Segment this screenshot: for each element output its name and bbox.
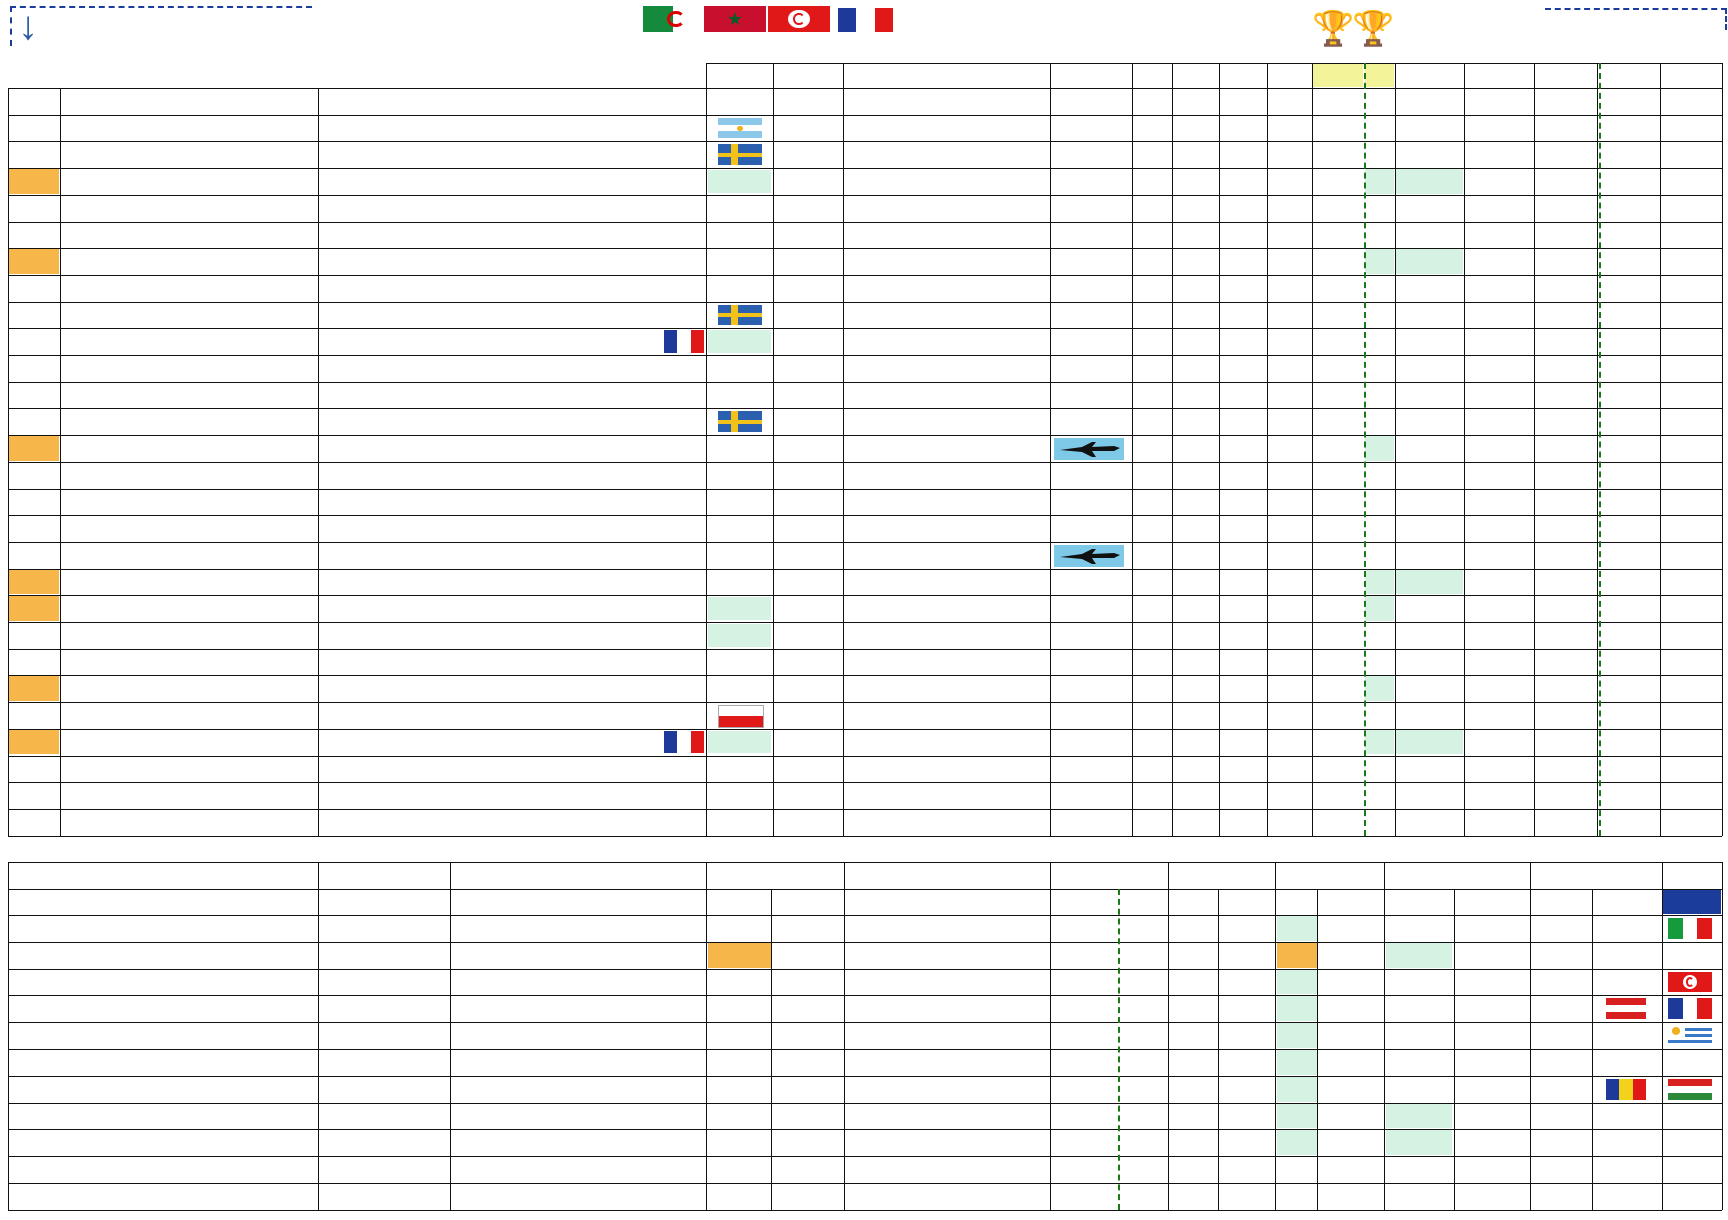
grid-line-v	[1384, 862, 1385, 1210]
grid-line-h	[706, 63, 1722, 64]
trophy-cell-bg	[1365, 249, 1394, 274]
grid-line-v	[450, 862, 451, 1210]
poland-flag	[718, 705, 764, 728]
grid-line-v	[1722, 862, 1723, 1210]
grid-line-h	[8, 1022, 1722, 1023]
france-flag	[664, 731, 704, 754]
grid-line-v	[771, 889, 772, 1210]
total-header-bg	[1663, 890, 1721, 914]
trophy-icon: 🏆	[1312, 10, 1355, 48]
grid-line-h	[8, 1129, 1722, 1130]
grid-line-h	[8, 1049, 1722, 1050]
grid-line-h	[8, 969, 1722, 970]
grid-line-v	[1722, 63, 1723, 836]
trophy-cell-bg	[1365, 436, 1394, 461]
down-arrow-icon[interactable]: ↓	[18, 4, 38, 48]
grid-line-v	[844, 862, 845, 1210]
grid-line-h	[8, 889, 1722, 890]
grid-divider-dashed	[1364, 63, 1366, 836]
grid-line-v	[1132, 63, 1133, 836]
departs-highlight	[1277, 943, 1317, 968]
grid-line-h	[8, 995, 1722, 996]
grid-line-v	[1662, 862, 1663, 1210]
grid-line-h	[8, 1183, 1722, 1184]
grid-line-v	[1530, 862, 1531, 1210]
grid-line-v	[1168, 862, 1169, 1210]
total-highlight	[9, 249, 59, 274]
trophy-cell-bg	[1365, 169, 1394, 194]
grid-line-v	[1464, 63, 1465, 836]
departs-total-bg	[1277, 1130, 1317, 1155]
grid-line-h	[8, 862, 1722, 863]
grid-line-h	[8, 942, 1722, 943]
grid-line-v	[706, 862, 707, 1210]
departs-trophy-bg	[1386, 1130, 1452, 1155]
selection-cell-bg	[708, 624, 771, 647]
selection-cell-bg	[708, 597, 771, 620]
trophy-cell-bg	[1396, 169, 1463, 194]
departs-total-bg	[1277, 1077, 1317, 1102]
france-flag	[664, 330, 704, 353]
grid-line-v	[706, 63, 707, 836]
grid-line-v	[8, 88, 9, 836]
france-flag	[1668, 998, 1712, 1019]
departs-trophy-bg	[1386, 1104, 1452, 1129]
grid-divider-dashed	[1599, 63, 1601, 836]
departs-total-bg	[1277, 1050, 1317, 1075]
corner-bracket	[10, 6, 312, 46]
top-right-bracket	[1545, 8, 1727, 30]
uruguay-flag	[1668, 1025, 1712, 1046]
header-cell-highlight	[1365, 64, 1394, 87]
austria-flag	[1606, 998, 1646, 1019]
sweden-flag	[718, 144, 762, 165]
grid-line-v	[1050, 63, 1051, 836]
grid-line-v	[1534, 63, 1535, 836]
departs-trophy-bg	[1386, 943, 1452, 968]
grid-line-h	[8, 915, 1722, 916]
selection-cell-bg	[708, 330, 771, 353]
departs-total-bg	[1277, 970, 1317, 995]
grid-line-v	[1218, 889, 1219, 1210]
grid-line-v	[1597, 63, 1598, 836]
grid-line-v	[1592, 889, 1593, 1210]
morocco-flag: ★	[704, 6, 766, 32]
departs-total-bg	[1277, 916, 1317, 941]
departs-total-bg	[1277, 1104, 1317, 1129]
airplane-icon	[1054, 438, 1124, 460]
grid-line-v	[1172, 63, 1173, 836]
algeria-flag	[643, 6, 703, 32]
grid-line-v	[318, 88, 319, 836]
france-flag	[838, 8, 893, 32]
sweden-flag	[718, 411, 762, 432]
grid-line-v	[1312, 63, 1313, 836]
total-highlight	[9, 596, 59, 621]
grid-line-h	[8, 1103, 1722, 1104]
grid-line-v	[8, 862, 9, 1210]
grid-line-v	[60, 88, 61, 836]
trophy-cell-bg	[1365, 730, 1394, 755]
grid-line-v	[773, 63, 774, 836]
grid-line-v	[1275, 862, 1276, 1210]
tunisia-flag	[768, 6, 830, 32]
grid-line-v	[1267, 63, 1268, 836]
airplane-icon	[1054, 545, 1124, 567]
grid-line-v	[1660, 63, 1661, 836]
total-highlight	[9, 730, 59, 755]
grid-line-h	[8, 1076, 1722, 1077]
selection-cell-bg	[708, 731, 771, 754]
grid-line-v	[1317, 889, 1318, 1210]
cup-icon: 🏆	[1352, 10, 1395, 48]
trophy-cell-bg	[1365, 676, 1394, 701]
trophy-cell-bg	[1396, 249, 1463, 274]
total-highlight	[9, 169, 59, 194]
tunisia-flag	[1668, 972, 1712, 993]
total-highlight	[9, 570, 59, 595]
departs-highlight	[708, 943, 771, 968]
trophy-cell-bg	[1365, 570, 1394, 595]
grid-line-v	[318, 862, 319, 1210]
hungary-flag	[1668, 1079, 1712, 1100]
grid-line-v	[843, 63, 844, 836]
trophy-cell-bg	[1396, 730, 1463, 755]
departs-total-bg	[1277, 996, 1317, 1021]
grid-line-h	[8, 1210, 1722, 1211]
selection-cell-bg	[708, 170, 771, 193]
italy-flag	[1668, 918, 1712, 939]
grid-line-h	[8, 836, 1722, 837]
departs-total-bg	[1277, 1023, 1317, 1048]
total-highlight	[9, 676, 59, 701]
total-highlight	[9, 436, 59, 461]
grid-line-v	[1454, 889, 1455, 1210]
grid-line-v	[1219, 63, 1220, 836]
grid-line-v	[1050, 862, 1051, 1210]
trophy-cell-bg	[1365, 596, 1394, 621]
trophy-cell-bg	[1396, 570, 1463, 595]
argentina-flag	[718, 118, 762, 139]
grid-line-h	[8, 1156, 1722, 1157]
grid-divider-dashed	[1118, 889, 1120, 1210]
romania-flag	[1606, 1079, 1646, 1100]
grid-line-v	[1395, 63, 1396, 836]
header-cell-highlight	[1313, 64, 1363, 87]
sweden-flag	[718, 305, 762, 326]
